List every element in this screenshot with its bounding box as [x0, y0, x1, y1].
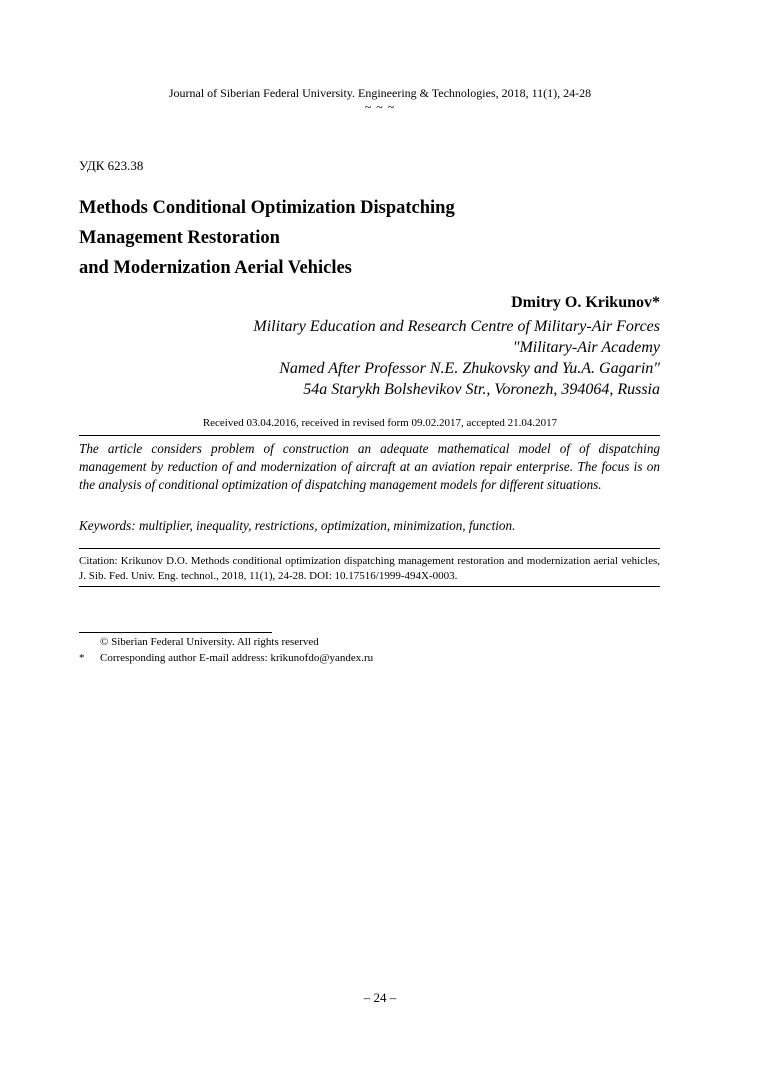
- affiliation-line: "Military-Air Academy: [512, 339, 660, 356]
- affiliation-line: 54a Starykh Bolshevikov Str., Voronezh, 394064, Russia: [303, 381, 660, 398]
- article-title: [79, 193, 639, 283]
- citation-bottom-rule: [79, 586, 660, 587]
- udk-code: УДК 623.38: [79, 158, 144, 173]
- affiliation-line: Military Education and Research Centre of Military-Air Forces: [253, 318, 660, 335]
- footnote-rule: [79, 632, 272, 633]
- footnote-mark: *: [79, 652, 85, 664]
- journal-header: Journal of Siberian Federal University. Engineering & Technologies, 2018, 11(1), 24-28: [168, 86, 592, 100]
- affiliation-line: Named After Professor N.E. Zhukovsky and Yu.A. Gagarin": [279, 360, 660, 377]
- citation-top-rule: [79, 548, 660, 549]
- corresponding-email: Corresponding author E-mail address: krikunofdo@yandex.ru: [100, 652, 374, 664]
- title-line: Methods Conditional Optimization Dispatching: [79, 198, 455, 218]
- keywords: Keywords: multiplier, inequality, restrictions, optimization, minimization, function.: [79, 518, 516, 533]
- abstract: The article considers problem of construction an adequate mathematical model of of dispatching management by reduction of and modernization of aircraft at an aviation repair enterprise. The focus is on the analysis of conditional optimization of dispatching management models for different situations.: [79, 441, 660, 492]
- author-affiliation: [253, 316, 660, 400]
- footnote-corresponding: [79, 652, 373, 664]
- page-number: – 24 –: [363, 990, 397, 1005]
- abstract-top-rule: [79, 435, 660, 436]
- title-line: and Modernization Aerial Vehicles: [79, 258, 352, 278]
- header-ornament: ~ ~ ~: [364, 100, 396, 114]
- author-name: Dmitry O. Krikunov*: [511, 294, 660, 311]
- citation: Citation: Krikunov D.O. Methods conditional optimization dispatching management restoration and modernization aerial vehicles, J. Sib. Fed. Univ. Eng. technol., 2018, 11(1), 24-28. DOI: 10.17516/1999-494X-0003.: [79, 555, 660, 582]
- received-dates: Received 03.04.2016, received in revised form 09.02.2017, accepted 21.04.2017: [202, 417, 558, 429]
- title-line: Management Restoration: [79, 228, 280, 248]
- footnote-copyright: © Siberian Federal University. All rights reserved: [100, 636, 319, 648]
